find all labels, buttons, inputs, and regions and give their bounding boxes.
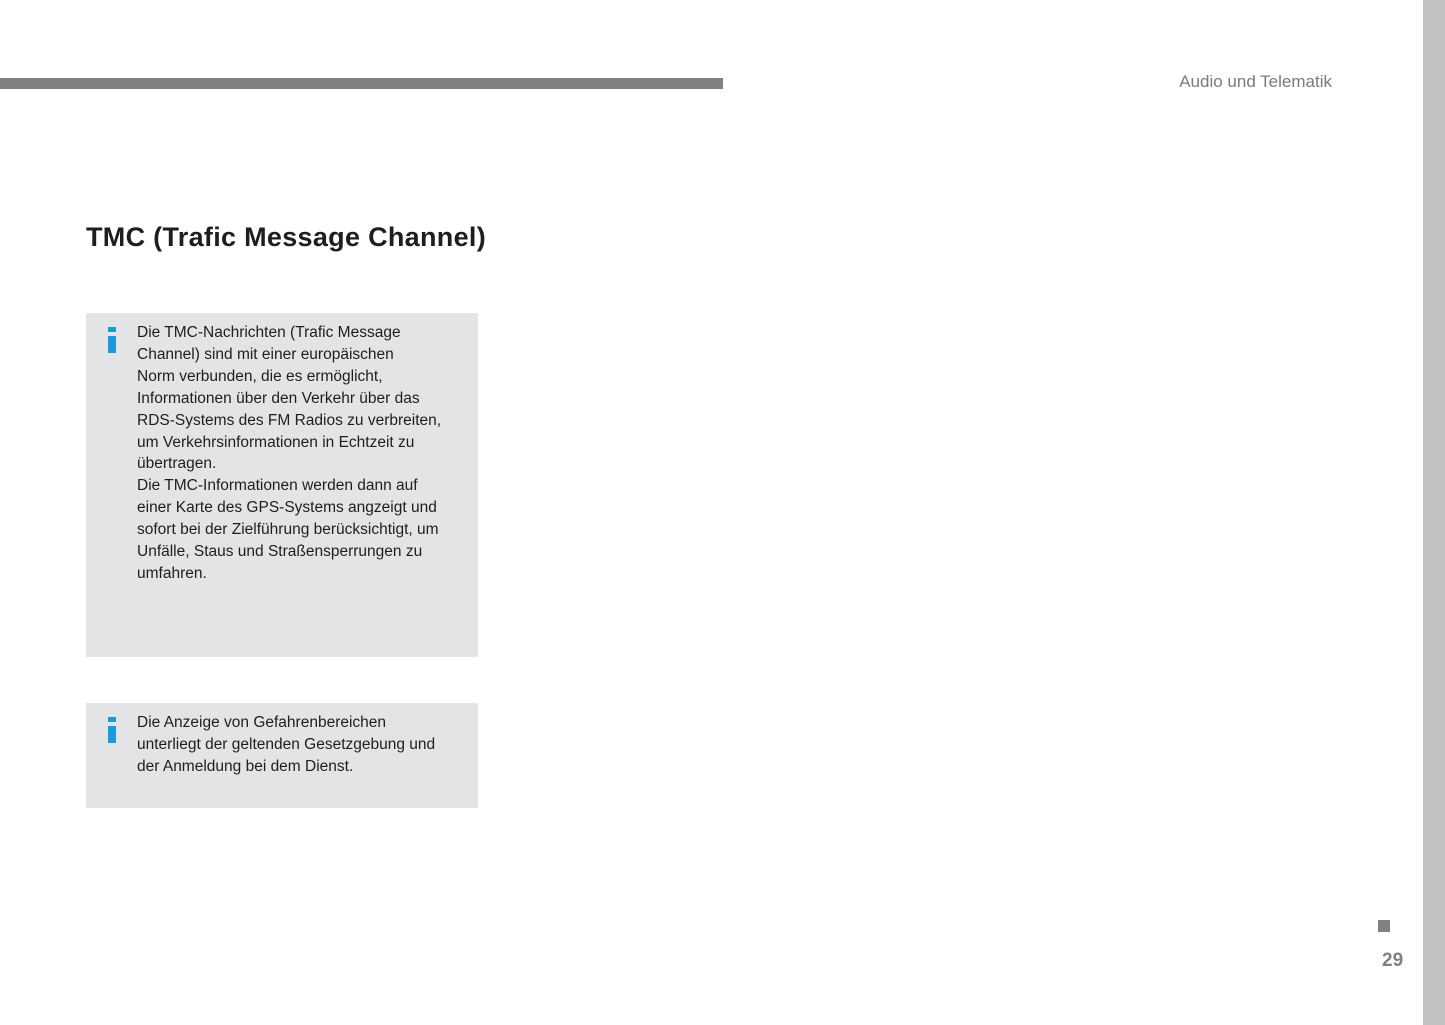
page-number: 29 — [1382, 950, 1404, 971]
info-icon — [106, 327, 118, 355]
page-marker-square — [1378, 920, 1390, 932]
info-icon — [106, 717, 118, 745]
info-box-text: Die TMC-Nachrichten (Trafic Message Channel) sind mit einer europäischen Norm verbunden, die es ermöglicht, Informationen über den Verkehr über das RDS-Systems des FM Radios zu verbreiten, um Verkehrsinformationen in Echtzeit zu übertragen. Die TMC-Informationen werden dann auf einer Karte des GPS-Systems angzeigt und sofort bei der Zielführung berücksichtigt, um Unfälle, Staus und Straßensperrungen zu umfahren. — [137, 324, 442, 582]
info-box-danger-zones — [86, 703, 478, 808]
section-header: Audio und Telematik — [1179, 72, 1332, 91]
header-rule — [0, 78, 723, 89]
side-band — [1423, 0, 1445, 1025]
info-box-tmc — [86, 313, 478, 657]
info-box-text: Die Anzeige von Gefahrenbereichen unterliegt der geltenden Gesetzgebung und der Anmeldung bei dem Dienst. — [137, 714, 436, 775]
page-title: TMC (Trafic Message Channel) — [86, 222, 486, 252]
